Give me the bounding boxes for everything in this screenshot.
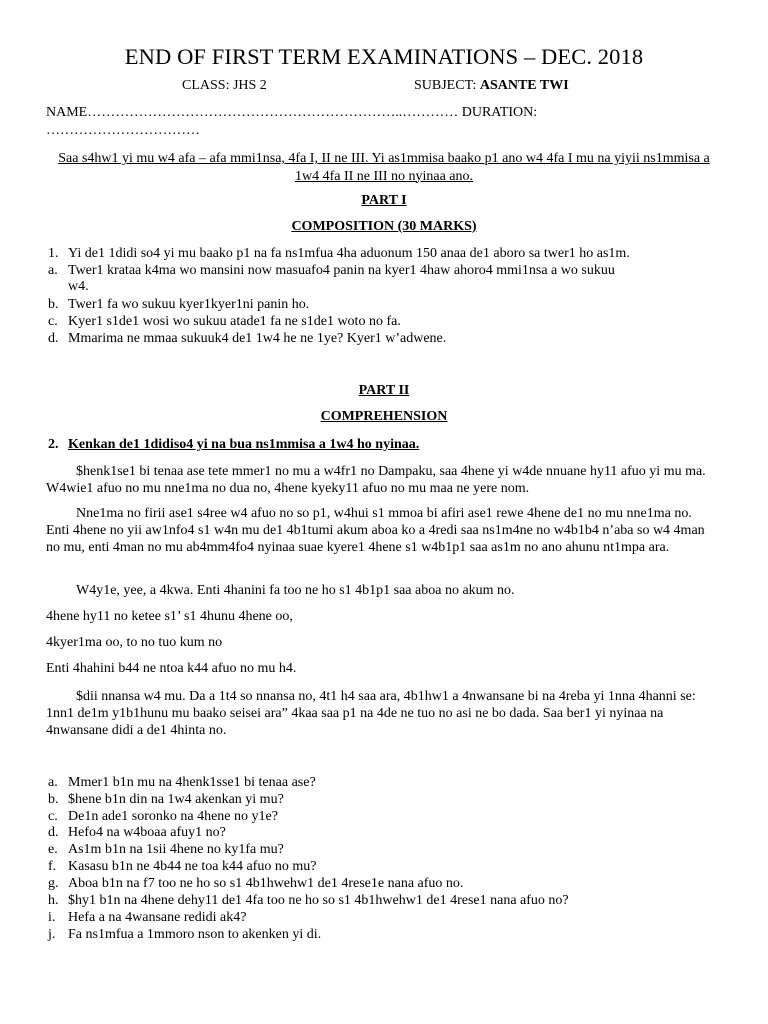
list-item [48,246,630,263]
passage-line: 4hene hy11 no ketee s1’ s1 4hunu 4hene oo, [46,609,293,624]
item-marker: g. [48,876,59,891]
subject-value: ASANTE TWI [479,78,569,93]
passage-paragraph: Nne1ma no firii ase1 s4ree w4 afuo no so p1, w4hui s1 mmoa bi afiri ase1 rewe 4hene de1 no mu nne1ma no. Enti 4hene no yii aw1nfo4 s1 w4n mu de1 4b1tumi akum aboa ko a 4redi saa ns1m4ne no w4b1b4 n’aba so w4 4man no mu, enti 4man no mu ab4mm4fo4 nyinaa suae kyere1 4hene s1 w4b1p1 saa as1m no ano ahunu nt1mpa ara. [46,506,705,555]
part2-heading: PART II [358,383,410,398]
list-item [48,263,615,280]
list-item [48,876,464,893]
passage-line: 4kyer1ma oo, to no tuo kum no [46,635,223,650]
passage-line: Enti 4hahini b44 ne ntoa k44 afuo no mu h4. [46,661,297,676]
subject-line [414,78,569,94]
item-marker: 1. [48,246,59,261]
item-text: Fa ns1mfua a 1mmoro nson to akenken yi di. [68,927,322,942]
item-text: Hefa a na 4wansane redidi ak4? [68,910,247,925]
subject-label: SUBJECT: [414,78,480,93]
list-item [48,893,569,910]
list-item [48,825,226,842]
item-marker: e. [48,842,58,857]
item-text: Mmer1 b1n mu na 4henk1sse1 bi tenaa ase? [68,775,316,790]
item-marker: b. [48,297,59,312]
list-item [48,792,284,809]
composition-heading: COMPOSITION (30 MARKS) [291,219,477,234]
item-marker: d. [48,825,59,840]
list-item [48,809,278,826]
passage-paragraph: $dii nnansa w4 mu. Da a 1t4 so nnansa no, 4t1 h4 saa ara, 4b1hw1 a 4nwansane bi na 4reba yi 1nna 4hanni se: 1nn1 de1m y1b1hunu mu baako seisei ara” 4kaa saa p1 na 4de ne tuo no asi ne bo dada. Saa ber1 yi nyinaa na 4nwansane didi a de1 4hinta no. [46,689,696,738]
item-text: Yi de1 1didi so4 yi mu baako p1 na fa ns1mfua 4ha aduonum 150 anaa de1 aboro sa twer1 ho as1m. [68,246,630,261]
passage-paragraph: W4y1e, yee, a 4kwa. Enti 4hanini fa too ne ho s1 4b1p1 saa aboa no akum no. [76,583,515,598]
item-marker: c. [48,314,58,329]
question-text: Kenkan de1 1didiso4 yi na bua ns1mmisa a 1w4 ho nyinaa. [68,437,420,452]
part1-heading: PART I [361,193,407,208]
class-label: CLASS: JHS 2 [182,78,267,93]
item-text: $hy1 b1n na 4hene dehy11 de1 4fa too ne ho so s1 4b1hwehw1 de1 4rese1 nana afuo no? [68,893,569,908]
list-item [48,314,401,331]
item-text: Twer1 krataa k4ma wo mansini now masuafo4 panin na kyer1 4haw ahoro4 mmi1nsa a wo sukuu [68,263,615,278]
item-marker: j. [48,927,56,942]
question-marker: 2. [48,437,59,452]
list-item [48,331,447,348]
item-text: Hefo4 na w4boaa afuy1 no? [68,825,226,840]
passage-paragraph: $henk1se1 bi tenaa ase tete mmer1 no mu a w4fr1 no Dampaku, saa 4hene yi w4de nnuane hy11 afuo yi mu ma. W4wie1 afuo no mu nne1ma no dua no, 4hene kyeky11 afuo no mu maa ne yere nom. [46,464,706,496]
item-text: w4. [68,279,89,294]
item-text: As1m b1n na 1sii 4hene no ky1fa mu? [68,842,284,857]
item-marker: i. [48,910,56,925]
exam-title: END OF FIRST TERM EXAMINATIONS – DEC. 2018 [124,44,644,69]
item-text: Aboa b1n na f7 too ne ho so s1 4b1hwehw1 de1 4rese1e nana afuo no. [68,876,464,891]
duration-dots: …………………………… [46,123,200,138]
item-text: Twer1 fa wo sukuu kyer1kyer1ni panin ho. [68,297,310,312]
comprehension-question [48,437,420,453]
list-item [68,279,89,296]
list-item [48,297,310,314]
list-item [48,910,247,927]
item-marker: a. [48,263,58,278]
item-marker: c. [48,809,58,824]
item-marker: b. [48,792,59,807]
list-item [48,775,316,792]
item-text: Kasasu b1n ne 4b44 ne toa k44 afuo no mu? [68,859,317,874]
item-marker: d. [48,331,59,346]
instructions: Saa s4hw1 yi mu w4 afa – afa mmi1nsa, 4fa I, II ne III. Yi as1mmisa baako p1 ano w4 4fa I mu na yiyii ns1mmisa a 1w4 4fa II ne III no nyinaa ano. [58,151,710,184]
list-item [48,842,284,859]
item-text: Kyer1 s1de1 wosi wo sukuu atade1 fa ne s1de1 woto no fa. [68,314,401,329]
item-text: Mmarima ne mmaa sukuuk4 de1 1w4 he ne 1ye? Kyer1 w’adwene. [68,331,447,346]
item-text: $hene b1n din na 1w4 akenkan yi mu? [68,792,284,807]
item-marker: f. [48,859,57,874]
name-duration-line: NAME…………………………………………………………..………… DURATION: [46,105,538,120]
list-item [48,927,322,944]
item-marker: h. [48,893,59,908]
list-item [48,859,317,876]
item-text: De1n ade1 soronko na 4hene no y1e? [68,809,278,824]
item-marker: a. [48,775,58,790]
comprehension-heading: COMPREHENSION [320,409,448,424]
